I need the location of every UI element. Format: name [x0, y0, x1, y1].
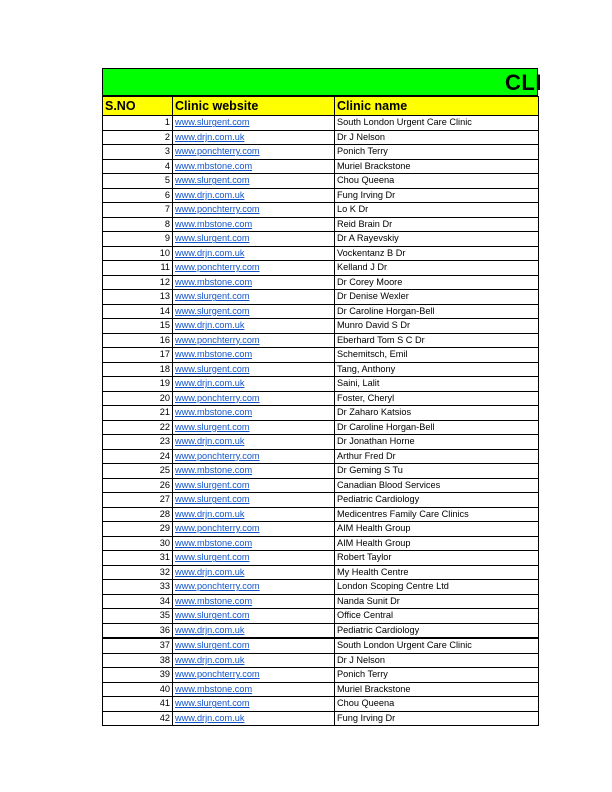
row-clinic-name: Medicentres Family Care Clinics — [335, 507, 539, 522]
row-website-link[interactable]: www.slurgent.com — [173, 290, 335, 305]
row-website-link[interactable]: www.slurgent.com — [173, 420, 335, 435]
row-clinic-name: Pediatric Cardiology — [335, 623, 539, 638]
row-clinic-name: Nanda Sunit Dr — [335, 594, 539, 609]
row-clinic-name: Dr Caroline Horgan-Bell — [335, 420, 539, 435]
row-website-link[interactable]: www.drjn.com.uk — [173, 246, 335, 261]
table-row — [103, 653, 539, 668]
row-clinic-name: Lo K Dr — [335, 203, 539, 218]
row-website-link[interactable]: www.slurgent.com — [173, 362, 335, 377]
row-website-link[interactable]: www.drjn.com.uk — [173, 188, 335, 203]
row-clinic-name: Dr J Nelson — [335, 653, 539, 668]
table-row — [103, 348, 539, 363]
table-row — [103, 522, 539, 537]
row-clinic-name: South London Urgent Care Clinic — [335, 116, 539, 131]
row-sno: 5 — [103, 174, 173, 189]
row-sno: 18 — [103, 362, 173, 377]
table-row — [103, 420, 539, 435]
table-row — [103, 290, 539, 305]
row-sno: 41 — [103, 697, 173, 712]
row-clinic-name: Tang, Anthony — [335, 362, 539, 377]
row-website-link[interactable]: www.slurgent.com — [173, 551, 335, 566]
row-website-link[interactable]: www.mbstone.com — [173, 275, 335, 290]
row-website-link[interactable]: www.mbstone.com — [173, 536, 335, 551]
row-clinic-name: AIM Health Group — [335, 522, 539, 537]
row-clinic-name: Chou Queena — [335, 174, 539, 189]
table-row — [103, 536, 539, 551]
row-clinic-name: My Health Centre — [335, 565, 539, 580]
row-clinic-name: Saini, Lalit — [335, 377, 539, 392]
table-row — [103, 623, 539, 638]
row-clinic-name: Robert Taylor — [335, 551, 539, 566]
row-sno: 38 — [103, 653, 173, 668]
row-sno: 16 — [103, 333, 173, 348]
row-website-link[interactable]: www.mbstone.com — [173, 348, 335, 363]
table-body — [103, 116, 539, 726]
row-clinic-name: Dr Corey Moore — [335, 275, 539, 290]
row-sno: 39 — [103, 668, 173, 683]
row-clinic-name: South London Urgent Care Clinic — [335, 638, 539, 653]
row-website-link[interactable]: www.mbstone.com — [173, 406, 335, 421]
header-row — [103, 97, 539, 116]
row-sno: 9 — [103, 232, 173, 247]
row-clinic-name: Dr A Rayevskiy — [335, 232, 539, 247]
table-row — [103, 638, 539, 653]
row-clinic-name: Fung Irving Dr — [335, 188, 539, 203]
table-row — [103, 391, 539, 406]
row-clinic-name: Foster, Cheryl — [335, 391, 539, 406]
table-row — [103, 711, 539, 726]
row-sno: 4 — [103, 159, 173, 174]
table-row — [103, 116, 539, 131]
row-clinic-name: Ponich Terry — [335, 145, 539, 160]
row-clinic-name: Eberhard Tom S C Dr — [335, 333, 539, 348]
table-row — [103, 377, 539, 392]
row-sno: 25 — [103, 464, 173, 479]
row-sno: 8 — [103, 217, 173, 232]
row-sno: 11 — [103, 261, 173, 276]
row-website-link[interactable]: www.slurgent.com — [173, 638, 335, 653]
row-website-link[interactable]: www.ponchterry.com — [173, 668, 335, 683]
row-sno: 26 — [103, 478, 173, 493]
row-clinic-name: Dr Jonathan Horne — [335, 435, 539, 450]
row-clinic-name: Pediatric Cardiology — [335, 493, 539, 508]
row-website-link[interactable]: www.slurgent.com — [173, 174, 335, 189]
row-clinic-name: Muriel Brackstone — [335, 682, 539, 697]
row-sno: 19 — [103, 377, 173, 392]
row-website-link[interactable]: www.drjn.com.uk — [173, 377, 335, 392]
row-sno: 3 — [103, 145, 173, 160]
row-website-link[interactable]: www.ponchterry.com — [173, 449, 335, 464]
header-website: Clinic website — [173, 97, 335, 116]
row-sno: 20 — [103, 391, 173, 406]
row-clinic-name: Chou Queena — [335, 697, 539, 712]
row-sno: 24 — [103, 449, 173, 464]
row-website-link[interactable]: www.drjn.com.uk — [173, 435, 335, 450]
table-row — [103, 565, 539, 580]
row-website-link[interactable]: www.mbstone.com — [173, 464, 335, 479]
row-sno: 23 — [103, 435, 173, 450]
table-row — [103, 174, 539, 189]
table-row — [103, 130, 539, 145]
row-website-link[interactable]: www.ponchterry.com — [173, 580, 335, 595]
table-row — [103, 449, 539, 464]
row-clinic-name: Schemitsch, Emil — [335, 348, 539, 363]
row-sno: 36 — [103, 623, 173, 638]
row-clinic-name: Dr J Nelson — [335, 130, 539, 145]
table-row — [103, 464, 539, 479]
row-website-link[interactable]: www.ponchterry.com — [173, 391, 335, 406]
row-website-link[interactable]: www.drjn.com.uk — [173, 653, 335, 668]
row-sno: 7 — [103, 203, 173, 218]
row-website-link[interactable]: www.drjn.com.uk — [173, 711, 335, 726]
row-clinic-name: Fung Irving Dr — [335, 711, 539, 726]
table-row — [103, 551, 539, 566]
table-row — [103, 333, 539, 348]
table-row — [103, 609, 539, 624]
row-sno: 27 — [103, 493, 173, 508]
table-row — [103, 594, 539, 609]
row-clinic-name: Muriel Brackstone — [335, 159, 539, 174]
table-row — [103, 304, 539, 319]
table-row — [103, 668, 539, 683]
row-sno: 12 — [103, 275, 173, 290]
row-website-link[interactable]: www.mbstone.com — [173, 594, 335, 609]
row-clinic-name: Reid Brain Dr — [335, 217, 539, 232]
row-sno: 21 — [103, 406, 173, 421]
row-sno: 29 — [103, 522, 173, 537]
table-row — [103, 507, 539, 522]
table-row — [103, 275, 539, 290]
clinic-table — [102, 96, 539, 726]
table-row — [103, 697, 539, 712]
row-website-link[interactable]: www.slurgent.com — [173, 478, 335, 493]
table-row — [103, 217, 539, 232]
table-row — [103, 159, 539, 174]
clinic-sheet — [102, 68, 542, 726]
row-sno: 37 — [103, 638, 173, 653]
table-row — [103, 188, 539, 203]
row-sno: 32 — [103, 565, 173, 580]
row-website-link[interactable]: www.ponchterry.com — [173, 333, 335, 348]
row-website-link[interactable]: www.mbstone.com — [173, 682, 335, 697]
table-row — [103, 261, 539, 276]
row-website-link[interactable]: www.slurgent.com — [173, 232, 335, 247]
row-clinic-name: Canadian Blood Services — [335, 478, 539, 493]
row-sno: 1 — [103, 116, 173, 131]
row-clinic-name: Arthur Fred Dr — [335, 449, 539, 464]
row-clinic-name: AIM Health Group — [335, 536, 539, 551]
table-row — [103, 145, 539, 160]
row-website-link[interactable]: www.ponchterry.com — [173, 145, 335, 160]
table-row — [103, 246, 539, 261]
table-row — [103, 493, 539, 508]
row-clinic-name: Dr Zaharo Katsios — [335, 406, 539, 421]
row-sno: 31 — [103, 551, 173, 566]
table-row — [103, 580, 539, 595]
row-sno: 42 — [103, 711, 173, 726]
row-clinic-name: Dr Caroline Horgan-Bell — [335, 304, 539, 319]
row-website-link[interactable]: www.mbstone.com — [173, 217, 335, 232]
row-clinic-name: Vockentanz B Dr — [335, 246, 539, 261]
row-clinic-name: Office Central — [335, 609, 539, 624]
table-row — [103, 319, 539, 334]
row-sno: 33 — [103, 580, 173, 595]
table-row — [103, 435, 539, 450]
header-name: Clinic name — [335, 97, 539, 116]
table-row — [103, 682, 539, 697]
table-row — [103, 203, 539, 218]
row-clinic-name: Kelland J Dr — [335, 261, 539, 276]
row-sno: 2 — [103, 130, 173, 145]
row-clinic-name: London Scoping Centre Ltd — [335, 580, 539, 595]
row-website-link[interactable]: www.drjn.com.uk — [173, 319, 335, 334]
row-sno: 34 — [103, 594, 173, 609]
row-sno: 35 — [103, 609, 173, 624]
row-clinic-name: Munro David S Dr — [335, 319, 539, 334]
row-website-link[interactable]: www.mbstone.com — [173, 159, 335, 174]
banner-title: CLI — [505, 70, 542, 95]
row-sno: 6 — [103, 188, 173, 203]
row-website-link[interactable]: www.slurgent.com — [173, 304, 335, 319]
row-sno: 14 — [103, 304, 173, 319]
title-banner — [102, 68, 542, 96]
row-clinic-name: Ponich Terry — [335, 668, 539, 683]
row-website-link[interactable]: www.ponchterry.com — [173, 522, 335, 537]
table-row — [103, 406, 539, 421]
row-sno: 13 — [103, 290, 173, 305]
row-sno: 30 — [103, 536, 173, 551]
row-website-link[interactable]: www.drjn.com.uk — [173, 565, 335, 580]
row-website-link[interactable]: www.slurgent.com — [173, 493, 335, 508]
row-website-link[interactable]: www.drjn.com.uk — [173, 130, 335, 145]
row-clinic-name: Dr Geming S Tu — [335, 464, 539, 479]
row-website-link[interactable]: www.ponchterry.com — [173, 203, 335, 218]
row-website-link[interactable]: www.drjn.com.uk — [173, 623, 335, 638]
row-sno: 15 — [103, 319, 173, 334]
row-sno: 10 — [103, 246, 173, 261]
row-website-link[interactable]: www.slurgent.com — [173, 697, 335, 712]
row-sno: 40 — [103, 682, 173, 697]
header-sno: S.NO — [103, 97, 173, 116]
row-website-link[interactable]: www.slurgent.com — [173, 116, 335, 131]
row-sno: 17 — [103, 348, 173, 363]
table-row — [103, 362, 539, 377]
table-row — [103, 232, 539, 247]
row-website-link[interactable]: www.ponchterry.com — [173, 261, 335, 276]
row-sno: 28 — [103, 507, 173, 522]
row-website-link[interactable]: www.slurgent.com — [173, 609, 335, 624]
row-clinic-name: Dr Denise Wexler — [335, 290, 539, 305]
row-sno: 22 — [103, 420, 173, 435]
table-row — [103, 478, 539, 493]
row-website-link[interactable]: www.drjn.com.uk — [173, 507, 335, 522]
